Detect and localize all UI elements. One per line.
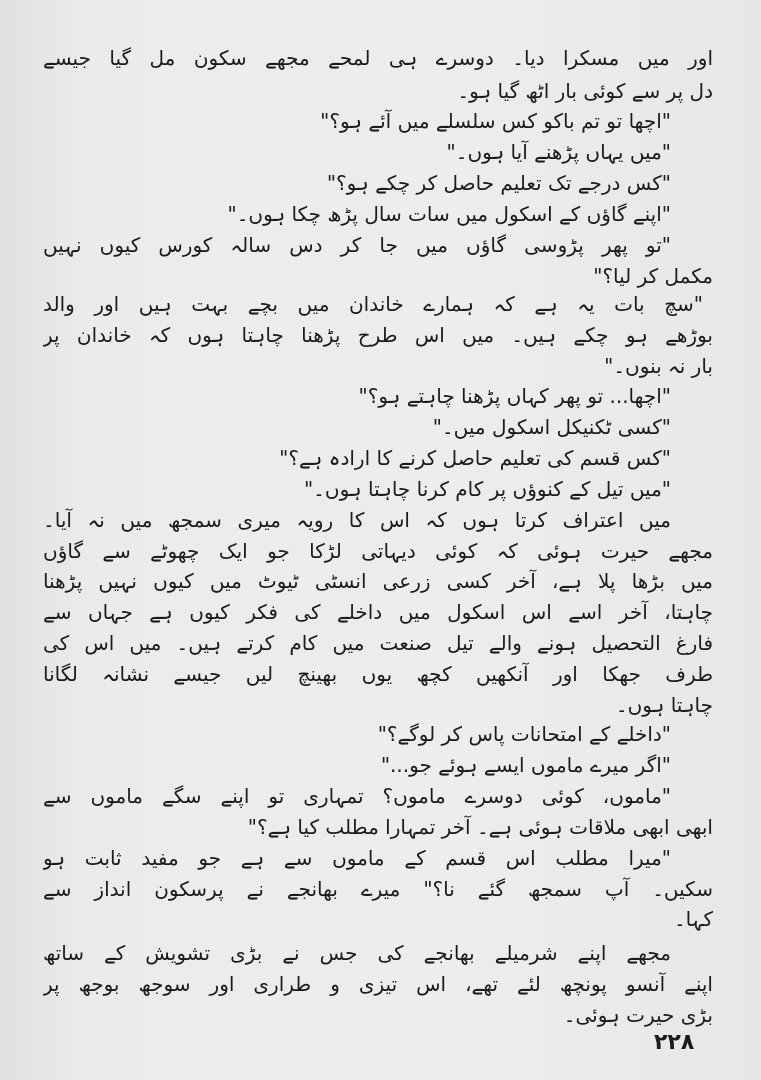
dialogue-line: "اچھا... تو پھر کہاں پڑھنا چاہتے ہو؟": [358, 384, 671, 408]
text-line: چاہتا، آخر اسے اس اسکول میں داخلے کی فکر کیوں ہے جہاں سے: [43, 600, 713, 624]
dialogue-line: "میرا مطلب اس قسم کے ماموں سے ہے جو مفید ثابت ہو: [43, 846, 671, 870]
dialogue-line: "اپنے گاؤں کے اسکول میں سات سال پڑھ چکا ہوں۔": [227, 202, 671, 226]
text-line: ابھی ابھی ملاقات ہوئی ہے۔ آخر تمہارا مطلب کیا ہے؟": [247, 815, 713, 839]
text-line: کہا۔: [673, 907, 713, 931]
text-line: مکمل کر لیا؟": [593, 264, 713, 288]
dialogue-line: "میں تیل کے کنوؤں پر کام کرنا چاہتا ہوں۔": [303, 477, 671, 501]
text-line: بار نہ بنوں۔": [604, 354, 713, 378]
dialogue-line: "داخلے کے امتحانات پاس کر لوگے؟": [377, 722, 671, 746]
text-line: بڑی حیرت ہوئی۔: [563, 1003, 713, 1027]
dialogue-line: "اچھا تو تم باکو کس سلسلے میں آئے ہو؟": [320, 109, 671, 133]
text-line: مجھے حیرت ہوئی کہ کوئی دیہاتی لڑکا جو ایک چھوٹے سے گاؤں: [43, 539, 713, 563]
text-line: سکیں۔ آپ سمجھ گئے نا؟" میرے بھانجے نے پرسکون انداز سے: [43, 877, 713, 901]
dialogue-line: "ماموں، کوئی دوسرے ماموں؟ تمہاری تو اپنے سگے ماموں سے: [43, 784, 671, 808]
text-line: اور میں مسکرا دیا۔ دوسرے ہی لمحے مجھے سکون مل گیا جیسے: [43, 46, 713, 70]
text-line: دل پر سے کوئی بار اٹھ گیا ہو۔: [457, 79, 713, 103]
text-line: فارغ التحصیل ہونے والے تیل صنعت میں کام کرتے ہیں۔ میں اس کی: [43, 631, 713, 655]
dialogue-line: "تو پھر پڑوسی گاؤں میں جا کر دس سالہ کورس کیوں نہیں: [43, 233, 671, 257]
dialogue-line: "کسی ٹکنیکل اسکول میں۔": [432, 415, 671, 439]
text-line: چاہتا ہوں۔: [615, 693, 713, 717]
dialogue-line: "کس درجے تک تعلیم حاصل کر چکے ہو؟": [326, 171, 671, 195]
text-line: بوڑھے ہو چکے ہیں۔ میں اس طرح پڑھنا چاہتا ہوں کہ خاندان پر: [43, 323, 713, 347]
text-line: اپنے آنسو پونچھ لئے تھے، اس تیزی و طراری اور سوجھ بوجھ پر: [43, 972, 713, 996]
dialogue-line: "کس قسم کی تعلیم حاصل کرنے کا ارادہ ہے؟": [279, 446, 671, 470]
text-line: میں بڑھا پلا ہے، آخر کسی زرعی انسٹی ٹیوٹ میں کیوں نہیں پڑھنا: [43, 569, 713, 593]
dialogue-line: "اگر میرے ماموں ایسے ہوئے جو...": [380, 753, 671, 777]
text-line: طرف جھکا اور آنکھیں کچھ یوں بھینچ لیں جیسے نشانہ لگانا: [43, 662, 713, 686]
dialogue-line: "سچ بات یہ ہے کہ ہمارے خاندان میں بچے بہت ہیں اور والد: [43, 292, 703, 316]
page-number: ۲۲۸: [654, 1030, 695, 1055]
dialogue-line: "میں یہاں پڑھنے آیا ہوں۔": [446, 140, 671, 164]
text-line: میں اعتراف کرتا ہوں کہ اس کا رویہ میری سمجھ میں نہ آیا۔: [43, 508, 671, 532]
text-line: مجھے اپنے شرمیلے بھانجے کی جس نے بڑی تشویش کے ساتھ: [43, 941, 671, 965]
